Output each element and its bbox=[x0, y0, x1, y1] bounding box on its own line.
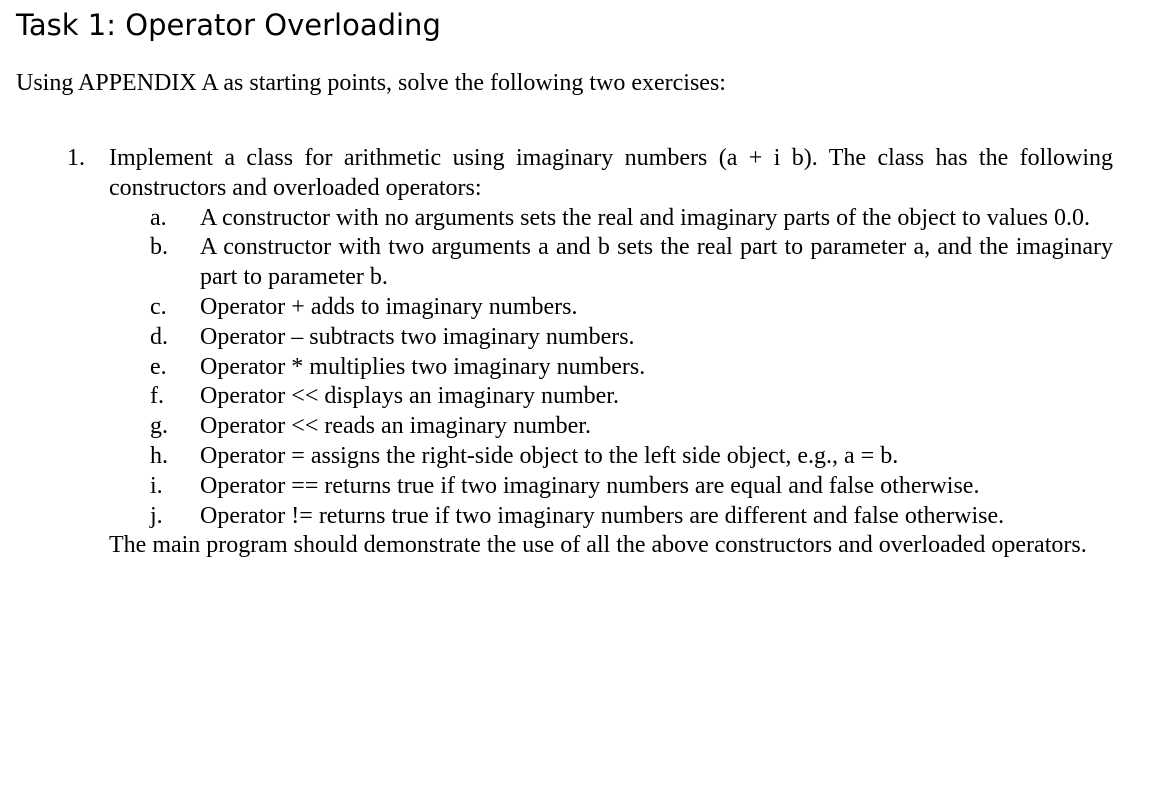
requirement-text: Operator != returns true if two imaginary numbers are different and false otherwise. bbox=[200, 502, 1005, 529]
requirement-text: Operator + adds to imaginary numbers. bbox=[200, 293, 578, 320]
requirement-marker: i. bbox=[150, 472, 163, 499]
exercise-description: Implement a class for arithmetic using imaginary numbers (a + i b). The class has the following constructors and overloaded operators: bbox=[109, 145, 1113, 201]
requirement-marker: g. bbox=[150, 413, 168, 440]
section-heading: Task 1: Operator Overloading bbox=[16, 8, 441, 42]
requirement-marker: a. bbox=[150, 204, 167, 231]
requirement-marker: e. bbox=[150, 353, 167, 380]
requirement-item bbox=[150, 412, 1113, 442]
requirement-text: Operator – subtracts two imaginary numbers. bbox=[200, 323, 635, 350]
requirement-text: A constructor with no arguments sets the real and imaginary parts of the object to values 0.0. bbox=[200, 204, 1091, 231]
requirement-marker: b. bbox=[150, 234, 168, 261]
requirement-item bbox=[150, 502, 1113, 532]
requirement-text: Operator << reads an imaginary number. bbox=[200, 413, 591, 440]
requirement-text: Operator << displays an imaginary number. bbox=[200, 383, 619, 410]
requirement-item bbox=[150, 382, 1113, 412]
requirement-marker: j. bbox=[150, 502, 163, 529]
intro-paragraph: Using APPENDIX A as starting points, solve the following two exercises: bbox=[16, 70, 726, 96]
requirement-item bbox=[150, 233, 1113, 293]
requirement-text: Operator = assigns the right-side object to the left side object, e.g., a = b. bbox=[200, 442, 899, 469]
exercise-list bbox=[0, 144, 1170, 561]
requirement-marker: h. bbox=[150, 442, 168, 469]
requirement-text: Operator == returns true if two imaginary numbers are equal and false otherwise. bbox=[200, 472, 980, 499]
closing-paragraph: The main program should demonstrate the use of all the above constructors and overloaded operators. bbox=[109, 532, 1087, 559]
requirement-item bbox=[150, 323, 1113, 353]
requirement-marker: c. bbox=[150, 293, 167, 320]
requirement-item bbox=[150, 472, 1113, 502]
requirement-marker: d. bbox=[150, 323, 168, 350]
requirement-item bbox=[150, 293, 1113, 323]
requirements-list bbox=[0, 204, 1170, 532]
requirement-text: Operator * multiplies two imaginary numbers. bbox=[200, 353, 646, 380]
exercise-number: 1. bbox=[67, 145, 85, 171]
requirement-item bbox=[150, 204, 1113, 234]
requirement-item bbox=[150, 353, 1113, 383]
requirement-marker: f. bbox=[150, 383, 164, 410]
requirement-item bbox=[150, 442, 1113, 472]
requirement-text: A constructor with two arguments a and b sets the real part to parameter a, and the imaginary part to parameter b. bbox=[200, 234, 1113, 291]
